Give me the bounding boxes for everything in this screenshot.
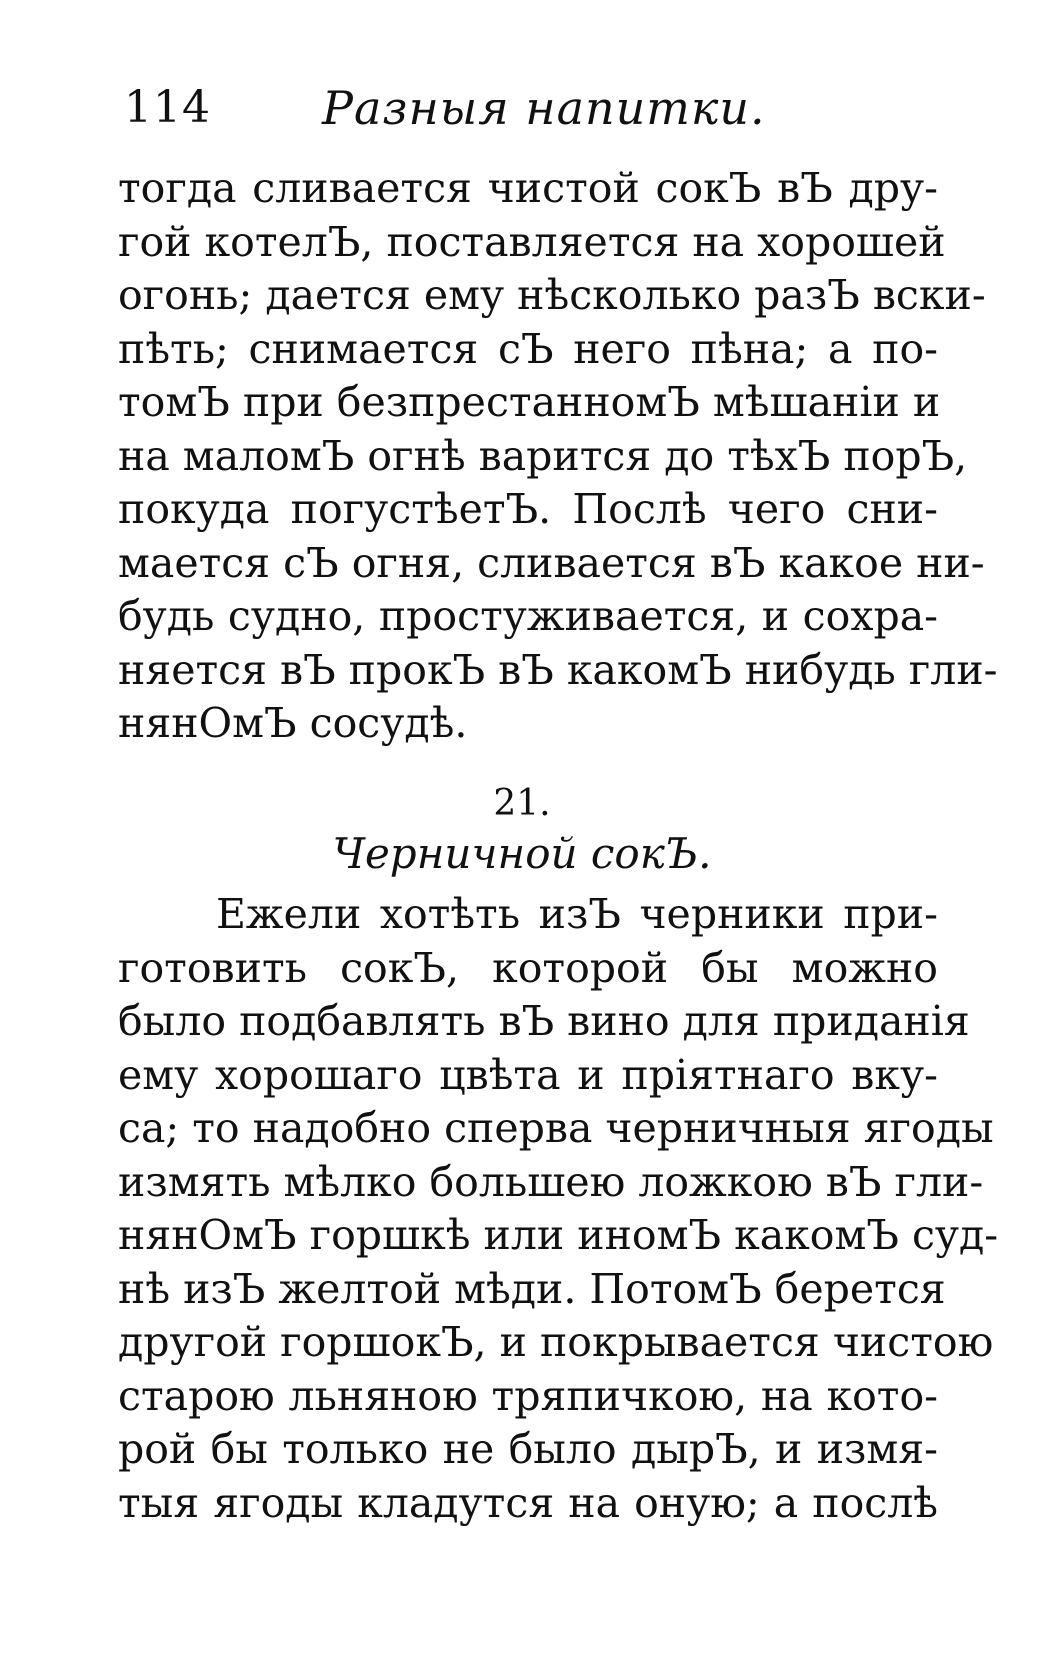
text-line: нянОмЪ горшкѣ или иномЪ какомЪ суд- [118, 1211, 999, 1259]
text-line: старою льняною тряпичкою, на кото- [118, 1371, 938, 1420]
text-line: няется вЪ прокЪ вЪ какомЪ нибудь гли- [118, 645, 998, 694]
text-line: нѣ изЪ желтой мѣди. ПотомЪ берется [118, 1264, 946, 1313]
text-line: са; то надобно сперва черничныя ягоды [118, 1104, 994, 1152]
text-line: Ежели хотѣть изЪ черники при- [216, 890, 938, 938]
text-line: измять мѣлко большею ложкою вЪ гли- [118, 1157, 984, 1206]
text-line: тогда сливается чистой сокЪ вЪ дру- [118, 164, 938, 212]
text-line: будь судно, простуживается, и сохра- [118, 592, 938, 640]
text-line: ему хорошаго цвѣта и пріятнаго вку- [118, 1050, 938, 1099]
text-line: тыя ягоды кладутся на оную; а послѣ [118, 1478, 938, 1527]
page-number: 114 [124, 82, 211, 133]
text-line: другой горшокЪ, и покрывается чистою [118, 1318, 994, 1366]
recipe-paragraph [118, 888, 999, 1530]
text-line: огонь; дается ему нѣсколько разЪ вски- [118, 271, 986, 319]
running-head [124, 78, 944, 148]
section-number: 21. [493, 783, 551, 824]
text-line: рой бы только не было дырЪ, и измя- [118, 1425, 938, 1473]
text-line: мается сЪ огня, сливается вЪ какое ни- [118, 538, 985, 587]
paragraph-continuation [118, 162, 998, 751]
section-title: Черничной сокЪ. [332, 829, 712, 878]
running-title: Разныя напитки. [322, 81, 766, 135]
text-line: было подбавлять вЪ вино для приданія [118, 997, 970, 1045]
text-line: покуда погустѣетЪ. Послѣ чего сни- [118, 485, 938, 533]
text-line: на маломЪ огнѣ варится до тѣхЪ порЪ, [118, 431, 968, 480]
text-line: готовить сокЪ, которой бы можно [118, 943, 938, 992]
text-line: нянОмЪ сосудѣ. [118, 699, 468, 747]
text-line: гой котелЪ, поставляется на хорошей [118, 217, 946, 266]
text-line: томЪ при безпрестанномЪ мѣшаніи и [118, 378, 941, 426]
text-line: пѣть; снимается сЪ него пѣна; а по- [118, 324, 938, 373]
